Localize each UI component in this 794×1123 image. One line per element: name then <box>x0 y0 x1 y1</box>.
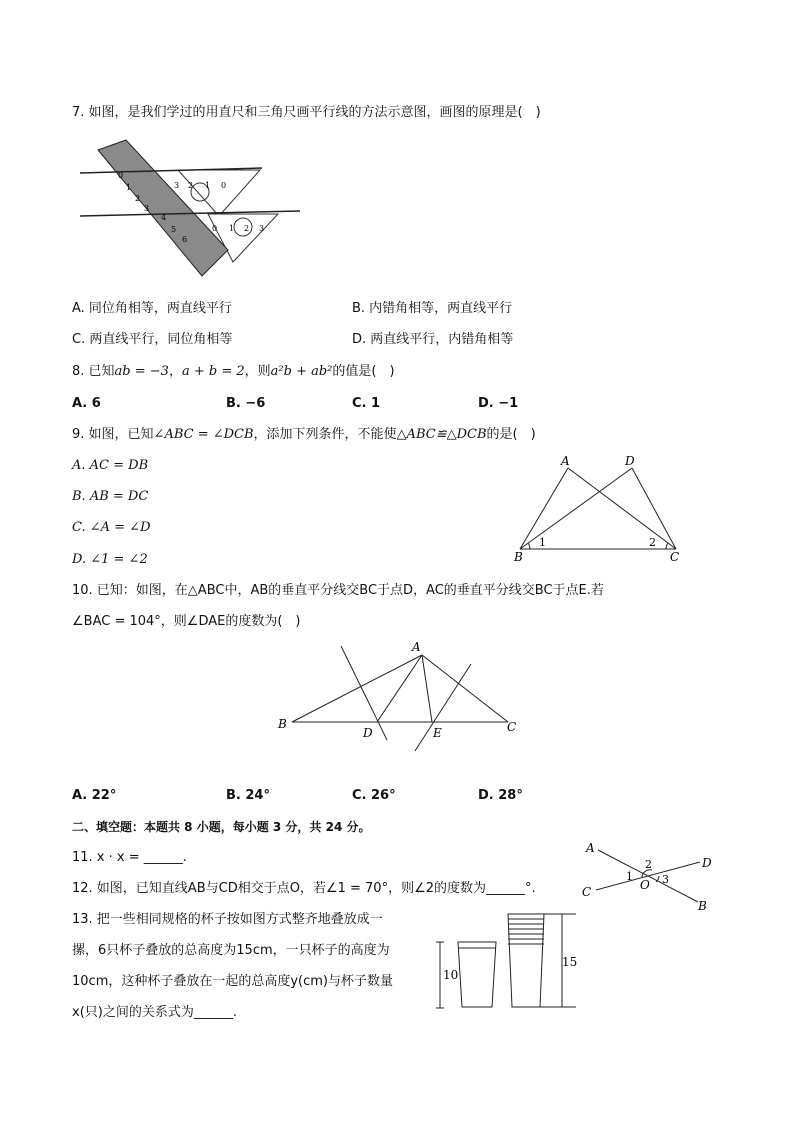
q9-label-1: 1 <box>539 536 546 549</box>
q9-cond: ∠ABC = ∠DCB <box>153 427 254 442</box>
q9-label-B: B <box>514 550 523 564</box>
q11-text: 11. x · x = ______. <box>72 850 187 865</box>
q7-ruler-triangle-figure <box>78 140 318 290</box>
q7-tri-num: 2 <box>188 181 194 190</box>
q9-label-2: 2 <box>649 536 656 549</box>
q10-label-E: E <box>433 726 442 740</box>
q12-label-2: 2 <box>645 858 652 871</box>
q10-label-C: C <box>507 720 517 734</box>
q8-cond2: a + b = 2 <box>181 364 245 379</box>
q7-ruler-num: 4 <box>161 213 167 222</box>
q12-text: 12. 如图，已知直线AB与CD相交于点O，若∠1 = 70°，则∠2的度数为______°. <box>72 881 536 896</box>
q12-intersecting-lines-figure <box>582 840 722 912</box>
q7-tri-num: 1 <box>229 224 235 233</box>
q7-ruler-num: 6 <box>182 235 188 244</box>
q13-line3: 10cm，这种杯子叠放在一起的总高度y(cm)与杯子数量 <box>72 974 394 989</box>
q12-label-3: 3 <box>662 873 669 886</box>
q8-prefix: 8. 已知 <box>72 364 115 379</box>
q9-label-A: A <box>561 454 570 468</box>
q7-ruler-num: 5 <box>171 225 177 234</box>
q13-line4: x(只)之间的关系式为______. <box>72 1005 237 1020</box>
q9-stem <box>72 426 536 444</box>
q12-label-D: D <box>702 856 712 870</box>
q10-stem-line2: ∠BAC = 104°，则∠DAE的度数为( ) <box>72 614 301 629</box>
q7-option-d[interactable]: D. 两直线平行，内错角相等 <box>352 332 514 347</box>
q9-label-D: D <box>625 454 635 468</box>
q7-ruler-num: 0 <box>118 171 124 180</box>
q10-option-a[interactable]: A. 22° <box>72 788 117 803</box>
q7-tri-num: 1 <box>205 181 211 190</box>
q9-concl: △ABC≌△DCB <box>396 427 487 442</box>
q9-option-a[interactable]: A. AC = DB <box>72 458 149 473</box>
q12-label-1: 1 <box>626 870 633 883</box>
q9-mid: ，添加下列条件，不能使 <box>253 427 397 442</box>
q7-tri-num: 0 <box>221 181 227 190</box>
q12-label-B: B <box>698 899 707 913</box>
q9-option-b[interactable]: B. AB = DC <box>72 489 149 504</box>
q9-triangle-figure <box>510 455 690 565</box>
q8-stem <box>72 363 395 381</box>
q7-ruler-num: 1 <box>126 183 132 192</box>
q7-option-b[interactable]: B. 内错角相等，两直线平行 <box>352 301 513 316</box>
q8-sep: ， <box>168 364 182 379</box>
q9-option-c[interactable]: C. ∠A = ∠D <box>72 520 151 535</box>
q10-label-D: D <box>363 726 373 740</box>
q10-stem-line1: 10. 已知：如图，在△ABC中，AB的垂直平分线交BC于点D，AC的垂直平分线交BC于点E.若 <box>72 583 604 598</box>
q8-option-c[interactable]: C. 1 <box>352 396 381 411</box>
q13-line2: 摞，6只杯子叠放的总高度为15cm，一只杯子的高度为 <box>72 943 390 958</box>
q7-tri-num: 3 <box>259 224 265 233</box>
q9-prefix: 9. 如图，已知 <box>72 427 154 442</box>
q9-suffix: 的是( ) <box>486 427 536 442</box>
q13-cup-figure <box>432 910 592 1010</box>
q8-option-b[interactable]: B. −6 <box>226 396 266 411</box>
q9-option-d[interactable]: D. ∠1 = ∠2 <box>72 552 148 567</box>
q10-option-c[interactable]: C. 26° <box>352 788 396 803</box>
q7-ruler-num: 3 <box>144 204 150 213</box>
q7-ruler-num: 2 <box>135 194 141 203</box>
q7-stem: 7. 如图，是我们学过的用直尺和三角尺画平行线的方法示意图，画图的原理是( ) <box>72 105 541 120</box>
q10-label-B: B <box>278 717 287 731</box>
q13-label-10: 10 <box>443 968 459 982</box>
q9-label-C: C <box>670 550 680 564</box>
q8-option-a[interactable]: A. 6 <box>72 396 101 411</box>
q10-option-d[interactable]: D. 28° <box>478 788 523 803</box>
section-title: 二、填空题：本题共 8 小题，每小题 3 分，共 24 分。 <box>72 820 371 834</box>
q8-option-d[interactable]: D. −1 <box>478 396 519 411</box>
q7-option-c[interactable]: C. 两直线平行，同位角相等 <box>72 332 233 347</box>
q12-label-A: A <box>586 841 595 855</box>
q8-cond1: ab = −3 <box>114 364 169 379</box>
q13-line1: 13. 把一些相同规格的杯子按如图方式整齐地叠放成一 <box>72 912 383 927</box>
q7-option-a[interactable]: A. 同位角相等，两直线平行 <box>72 301 232 316</box>
q12-label-C: C <box>582 885 592 899</box>
q10-triangle-figure <box>275 636 535 756</box>
q8-suffix: 的值是( ) <box>332 364 395 379</box>
q12-label-O: O <box>640 878 650 892</box>
q7-tri-num: 0 <box>212 224 218 233</box>
q10-option-b[interactable]: B. 24° <box>226 788 270 803</box>
q13-label-15: 15 <box>562 955 578 969</box>
q7-tri-num: 3 <box>174 181 180 190</box>
q8-expr: a²b + ab² <box>270 364 333 379</box>
q8-mid: ，则 <box>244 364 271 379</box>
q7-tri-num: 2 <box>244 224 250 233</box>
q10-label-A: A <box>412 640 421 654</box>
